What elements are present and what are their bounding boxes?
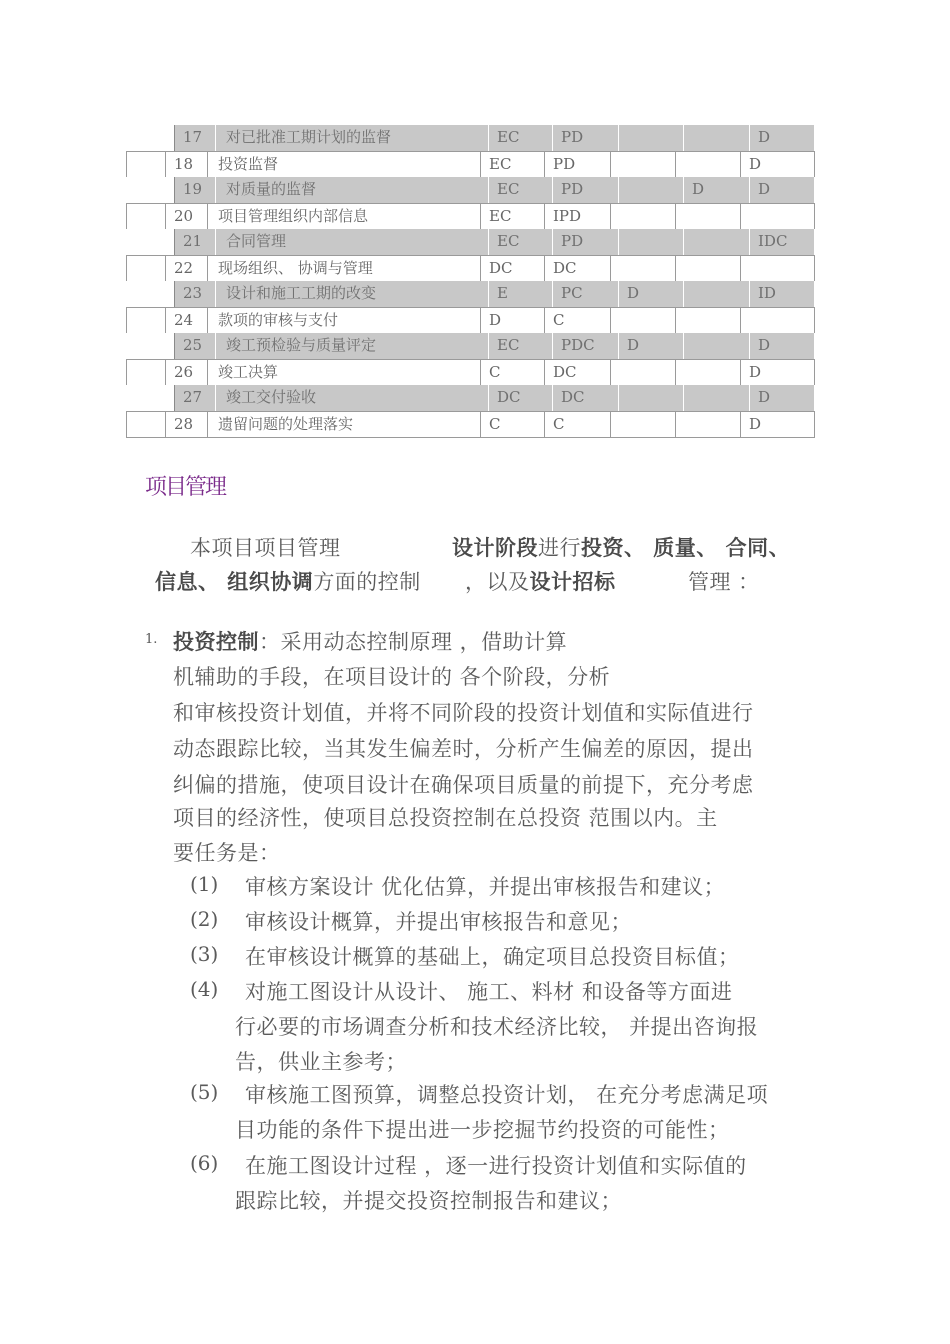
- item1-line: 机辅助的手段，在项目设计的 各个阶段，分析: [173, 665, 611, 689]
- code-cell: D: [741, 151, 815, 177]
- code-cell: [741, 307, 815, 333]
- code-cell: C: [481, 359, 545, 385]
- item1-first-line: [173, 626, 567, 656]
- intro-text: 进行: [538, 536, 581, 560]
- code-cell: D: [750, 177, 815, 203]
- item1-title: 投资控制: [173, 630, 259, 654]
- code-cell: DC: [545, 255, 611, 281]
- intro-design-tender: 设计招标: [529, 570, 616, 594]
- intro-text: 本项目项目管理: [190, 536, 341, 560]
- item1-line: 项目的经济性，使项目总投资控制在总投资 范围以内。主: [173, 806, 718, 830]
- row-number-cell: 22: [166, 255, 208, 281]
- subitem-line: 审核施工图预算，调整总投资计划， 在充分考虑满足项: [245, 1083, 769, 1107]
- row-number-cell: 28: [166, 411, 208, 438]
- item-cell: 现场组织、 协调与管理: [208, 255, 481, 281]
- subitem-line: 目功能的条件下提出进一步挖掘节约投资的可能性；: [235, 1118, 730, 1142]
- code-cell: DC: [553, 385, 619, 411]
- code-cell: [611, 359, 676, 385]
- code-cell: EC: [481, 203, 545, 229]
- code-cell: [676, 255, 741, 281]
- code-cell: C: [545, 307, 611, 333]
- item-cell: 竣工交付验收: [216, 385, 489, 411]
- code-cell: PDC: [553, 333, 619, 359]
- row-number-cell: 24: [166, 307, 208, 333]
- item-cell: 项目管理组织内部信息: [208, 203, 481, 229]
- subitem-number: (4): [190, 977, 219, 1001]
- intro-line-2-c: [688, 566, 760, 596]
- subitem-line: 对施工图设计从设计、 施工、料材 和设备等方面进: [245, 980, 733, 1004]
- code-cell: DC: [481, 255, 545, 281]
- empty-cell: [126, 411, 166, 438]
- code-cell: [684, 125, 750, 151]
- row-number-cell: 27: [174, 385, 216, 411]
- empty-cell: [126, 307, 166, 333]
- item-cell: 合同管理: [216, 229, 489, 255]
- code-cell: D: [741, 411, 815, 438]
- table-row: [174, 281, 815, 307]
- code-cell: PD: [553, 229, 619, 255]
- item1-line: 纠偏的措施，使项目设计在确保项目质量的前提下，充分考虑: [173, 773, 754, 797]
- section-heading: 项目管理: [145, 475, 226, 500]
- code-cell: [619, 125, 684, 151]
- code-cell: [611, 255, 676, 281]
- code-cell: EC: [489, 177, 553, 203]
- intro-org-coordination: 信息、 组织协调: [155, 570, 314, 594]
- table-row: [126, 203, 815, 229]
- item-cell: 对已批准工期计划的监督: [216, 125, 489, 151]
- item-cell: 遗留问题的处理落实: [208, 411, 481, 438]
- code-cell: PD: [545, 151, 611, 177]
- code-cell: [684, 281, 750, 307]
- code-cell: PD: [553, 125, 619, 151]
- code-cell: C: [545, 411, 611, 438]
- table-row: [174, 125, 815, 151]
- table-row: [174, 333, 815, 359]
- code-cell: D: [750, 333, 815, 359]
- row-number-cell: 19: [174, 177, 216, 203]
- intro-line-2-b: [465, 566, 616, 596]
- code-cell: D: [481, 307, 545, 333]
- code-cell: [676, 359, 741, 385]
- code-cell: D: [619, 281, 684, 307]
- code-cell: [676, 203, 741, 229]
- code-cell: D: [750, 385, 815, 411]
- code-cell: [619, 385, 684, 411]
- table-row: [126, 151, 815, 177]
- intro-design-stage: 设计阶段: [452, 536, 538, 560]
- code-cell: EC: [489, 125, 553, 151]
- intro-line-1: [190, 532, 341, 562]
- code-cell: PC: [553, 281, 619, 307]
- item1-line: 和审核投资计划值，并将不同阶段的投资计划值和实际值进行: [173, 701, 754, 725]
- row-number-cell: 21: [174, 229, 216, 255]
- code-cell: EC: [489, 229, 553, 255]
- item-cell: 投资监督: [208, 151, 481, 177]
- code-cell: IPD: [545, 203, 611, 229]
- intro-text: 方面的控制: [313, 570, 421, 594]
- row-number-cell: 23: [174, 281, 216, 307]
- code-cell: EC: [489, 333, 553, 359]
- intro-text: 管理 ：: [688, 570, 760, 594]
- table-row: [174, 229, 815, 255]
- code-cell: [611, 203, 676, 229]
- empty-cell: [126, 359, 166, 385]
- empty-cell: [126, 203, 166, 229]
- subitem-number: (6): [190, 1151, 219, 1175]
- intro-line-2: [155, 566, 421, 596]
- subitem-line: 审核方案设计 优化估算，并提出审核报告和建议；: [245, 875, 726, 899]
- intro-control-areas: 投资、 质量、 合同、: [581, 536, 791, 560]
- code-cell: [676, 151, 741, 177]
- subitem-line: 告，供业主参考；: [235, 1050, 407, 1074]
- empty-cell: [126, 151, 166, 177]
- code-cell: [684, 385, 750, 411]
- code-cell: D: [619, 333, 684, 359]
- code-cell: [619, 229, 684, 255]
- intro-line-1-b: [452, 532, 790, 562]
- code-cell: D: [684, 177, 750, 203]
- row-number-cell: 17: [174, 125, 216, 151]
- subitem-number: (3): [190, 942, 219, 966]
- code-cell: [684, 229, 750, 255]
- row-number-cell: 25: [174, 333, 216, 359]
- code-cell: [676, 411, 741, 438]
- code-cell: D: [750, 125, 815, 151]
- list-marker: 1.: [145, 632, 158, 647]
- table-row: [126, 255, 815, 281]
- code-cell: E: [489, 281, 553, 307]
- table-row: [126, 307, 815, 333]
- code-cell: [611, 151, 676, 177]
- code-cell: DC: [489, 385, 553, 411]
- subitem-number: (1): [190, 872, 219, 896]
- code-cell: [684, 333, 750, 359]
- empty-cell: [126, 255, 166, 281]
- row-number-cell: 26: [166, 359, 208, 385]
- table-row: [174, 177, 815, 203]
- subitem-line: 行必要的市场调查分析和技术经济比较， 并提出咨询报: [235, 1015, 759, 1039]
- item-cell: 对质量的监督: [216, 177, 489, 203]
- table-row: [174, 385, 815, 411]
- item1-line: 动态跟踪比较，当其发生偏差时，分析产生偏差的原因，提出: [173, 737, 754, 761]
- code-cell: EC: [481, 151, 545, 177]
- code-cell: PD: [553, 177, 619, 203]
- code-cell: DC: [545, 359, 611, 385]
- item-cell: 竣工预检验与质量评定: [216, 333, 489, 359]
- item1-line: 要任务是：: [173, 841, 281, 865]
- code-cell: D: [741, 359, 815, 385]
- intro-text: ，以及: [465, 570, 530, 594]
- code-cell: IDC: [750, 229, 815, 255]
- subitem-number: (2): [190, 907, 219, 931]
- item-cell: 设计和施工工期的改变: [216, 281, 489, 307]
- subitem-line: 在审核设计概算的基础上，确定项目总投资目标值；: [245, 945, 740, 969]
- table-row: [126, 411, 815, 437]
- code-cell: [619, 177, 684, 203]
- code-cell: [611, 307, 676, 333]
- row-number-cell: 20: [166, 203, 208, 229]
- subitem-line: 审核设计概算，并提出审核报告和意见；: [245, 910, 632, 934]
- item1-text: ：采用动态控制原理 ，借助计算: [259, 630, 568, 654]
- subitem-line: 在施工图设计过程 ，逐一进行投资计划值和实际值的: [245, 1154, 747, 1178]
- item-cell: 款项的审核与支付: [208, 307, 481, 333]
- code-cell: [741, 203, 815, 229]
- code-cell: [676, 307, 741, 333]
- subitem-number: (5): [190, 1080, 219, 1104]
- row-number-cell: 18: [166, 151, 208, 177]
- code-cell: [611, 411, 676, 438]
- subitem-line: 跟踪比较，并提交投资控制报告和建议；: [235, 1189, 622, 1213]
- code-cell: [741, 255, 815, 281]
- code-cell: ID: [750, 281, 815, 307]
- table-row: [126, 359, 815, 385]
- code-cell: C: [481, 411, 545, 438]
- item-cell: 竣工决算: [208, 359, 481, 385]
